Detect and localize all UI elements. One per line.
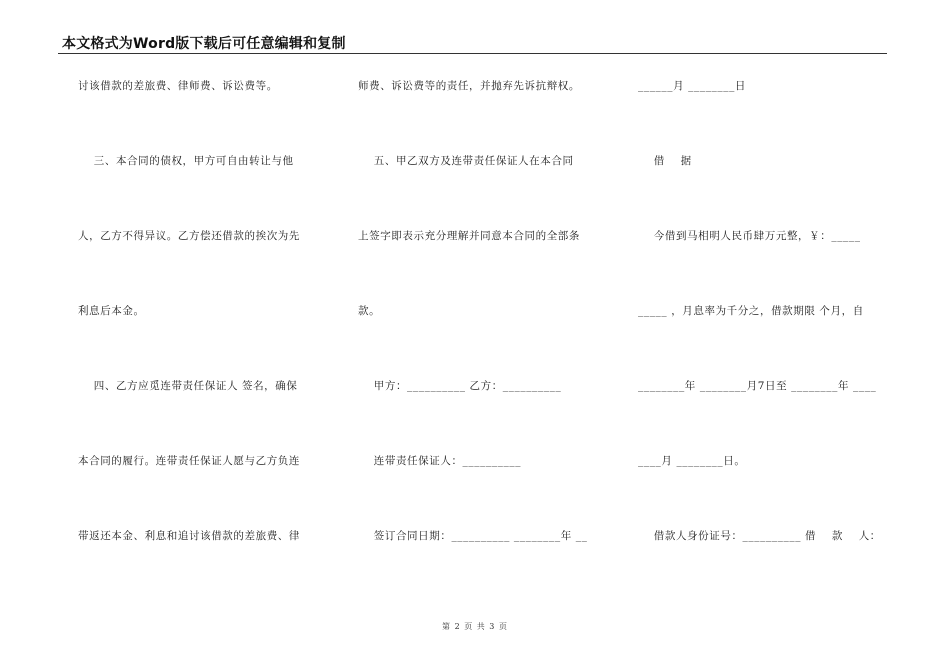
text-column-middle bbox=[358, 0, 608, 672]
text-line: 带返还本金、利息和追讨该借款的差旅费、律 bbox=[78, 530, 300, 542]
text-line: 本合同的履行。连带责任保证人愿与乙方负连 bbox=[78, 455, 300, 467]
borrower-id-line: 借款人身份证号：__________ 借 款 人： bbox=[638, 530, 881, 542]
document-header-title: 本文格式为Word版下载后可任意编辑和复制 bbox=[62, 36, 346, 52]
text-line: 利息后本金。 bbox=[78, 305, 145, 317]
text-line: 讨该借款的差旅费、律师费、诉讼费等。 bbox=[78, 80, 278, 92]
text-line: 人，乙方不得异议。乙方偿还借款的挨次为先 bbox=[78, 230, 300, 242]
receipt-heading: 借 据 bbox=[638, 155, 692, 167]
text-line: 四、乙方应觅连带责任保证人 签名，确保 bbox=[78, 380, 298, 392]
text-column-left bbox=[78, 0, 328, 672]
text-line: 师费、诉讼费等的责任，并抛弃先诉抗辩权。 bbox=[358, 80, 580, 92]
text-line: 上签字即表示充分理解并同意本合同的全部条 bbox=[358, 230, 580, 242]
text-line: ____月 ________日。 bbox=[638, 455, 746, 467]
text-line: 三、本合同的债权，甲方可自由转让与他 bbox=[78, 155, 294, 167]
text-line: _____ ，月息率为千分之，借款期限 个月，自 bbox=[638, 305, 864, 317]
signing-date-line: 签订合同日期：__________ ________年 __ bbox=[358, 530, 588, 542]
signature-line: 甲方：__________ 乙方：__________ bbox=[358, 380, 562, 392]
text-column-right bbox=[638, 0, 893, 672]
page-number: 第 2 页 共 3 页 bbox=[442, 622, 508, 631]
text-line: 今借到马相明人民币肆万元整，￥：_____ bbox=[638, 230, 861, 242]
text-line: ______月 ________日 bbox=[638, 80, 747, 92]
text-line: 五、甲乙双方及连带责任保证人在本合同 bbox=[358, 155, 574, 167]
text-line: 款。 bbox=[358, 305, 381, 317]
text-line: ________年 ________月7日至 ________年 ____ bbox=[638, 380, 877, 392]
guarantor-line: 连带责任保证人：__________ bbox=[358, 455, 522, 467]
